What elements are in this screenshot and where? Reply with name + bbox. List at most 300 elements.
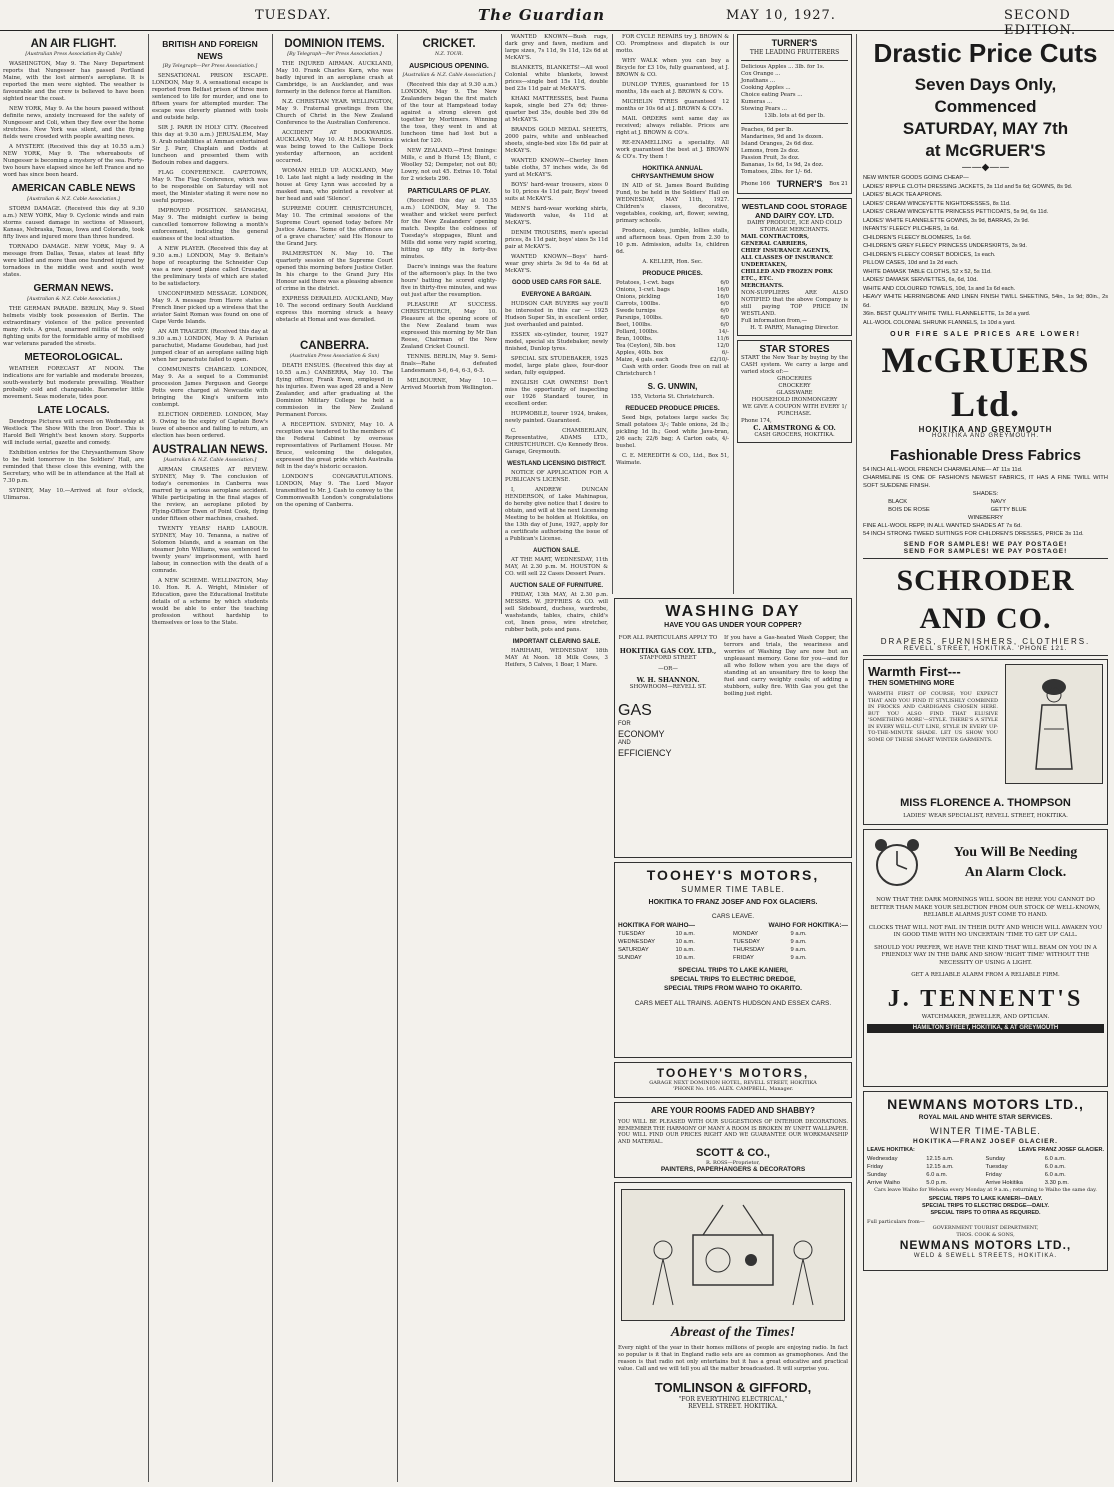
classified-ad: Produce, cakes, jumble, lollies stalls, and afternoon teas. Open from 2.30 to 10 p.m. Admission, adults 1s, children 6d. [616, 228, 729, 255]
turners-title-2: TURNER'S [776, 179, 823, 189]
produce-price: 12/0 [716, 343, 729, 349]
westland-line: Full information from,— [741, 318, 808, 324]
toohey-day: THURSDAY [733, 947, 765, 953]
article-paragraph: TWENTY YEARS' HARD LABOUR. SYDNEY, May 10. Tenanna, a native of Solomon Islands, and a seaman on the steamer John Williams, was sentenced to twenty years' imprisonment, with hard labour, in connection with the death of a comrade. [152, 526, 268, 574]
produce-price: 16/0 [716, 294, 729, 300]
produce-row [616, 287, 729, 294]
warmth-subtitle: THEN SOMETHING MORE [868, 680, 955, 687]
toohey-time: 10 a.m. [675, 947, 695, 953]
mcgruer-item: CHILDREN'S GREY FLEECY PRINCESS UNDERSKIRTS, 3s 9d. [863, 243, 1027, 249]
toohey-special: SPECIAL TRIPS TO ELECTRIC DREDGE, [670, 976, 796, 983]
turners-line: Kumeras ... [741, 99, 773, 105]
rooms-title: ARE YOUR ROOMS FADED AND SHABBY? [650, 1106, 815, 1115]
masthead [0, 0, 1114, 38]
newmans-day: Sunday [867, 1172, 887, 1178]
produce-row [616, 336, 729, 343]
produce-item: Carrots, 100lbs. [616, 301, 661, 307]
produce-item: Swede turnips [616, 308, 656, 314]
produce-item: Bran, 100lbs. [616, 336, 653, 342]
article-paragraph: Dacre's innings was the feature of the afternoon's play. In the two hours' batting he scored eighty-five in thirty-five minutes, and was out just after the resumption. [401, 264, 497, 298]
classified-ad: BRANDS GOLD MEDAL SHEETS, 2000 pairs, white and unbleached sheets, single-bed size 18s 6d pair at McKAY'S. [505, 127, 608, 154]
article-paragraph: AN AIR TRAGEDY. (Received this day at 9.30 a.m.) LONDON, May 9. A Parisian parachutist, Madame Goudebau, had just jumped clear of an aeroplane sailing high when her parachute failed to open. [152, 329, 268, 363]
turners-line: Peaches, 6d per lb. [741, 127, 794, 133]
produce-row [616, 301, 729, 308]
headline-licensing: WESTLAND LICENSING DISTRICT. [507, 461, 606, 467]
article-paragraph: A NEW SCHEME. WELLINGTON, May 10. Hon. R. A. Wright, Minister of Education, gave the Educational Institute details of a scheme by which students would be able to enter the teaching profession without hardship to themselves or loss to the State. [152, 578, 268, 626]
fabric-line: CHARMELINE IS ONE OF FASHION'S NEWEST FABRICS, IT HAS A FINE TWILL WITH SOFT SUEDENE FINISH. [863, 475, 1108, 489]
newmans-special: SPECIAL TRIPS TO LAKE KANIERI—DAILY. [928, 1195, 1043, 1202]
turners-title: TURNER'S [771, 38, 818, 48]
headline-cricket: CRICKET. [422, 38, 476, 50]
newmans-day: Friday [985, 1172, 1002, 1178]
mcgruer-item: NEW WINTER GOODS GOING CHEAP— [863, 175, 969, 181]
westland-ad [737, 198, 852, 336]
westland-line: ALL CLASSES OF INSURANCE [741, 255, 833, 261]
warmth-body: WARMTH FIRST OF COURSE; YOU EXPECT THAT AND YOU FIND IT STYLISHLY COMBINED IN FROCKS AND CARDIGANS CHOSEN HERE. BUT YOU ALSO FIND THAT ELUSIVE 'SOMETHING MORE'—STYLE. THERE'S A STYLE IN EVERY WELL-CUT LINE, STYLE IN EVERY UP-TO-THE-MINUTE SHADE. LET US SHOW YOU SOME OF THESE SMART WINTER GARMENTS. [868, 691, 998, 743]
newmans-time: 12.15 a.m. [926, 1156, 954, 1162]
newmans-day: Arrive Hokitika [985, 1180, 1023, 1186]
article-paragraph: LONDON'S CONGRATULATIONS. LONDON, May 9. The Lord Mayor transmitted to Mr. J. Cash to convey to the Commonwealth London's congratulations on the opening of Canberra. [276, 474, 393, 508]
article-paragraph: SIR J. PARR IN HOLY CITY. (Received this day at 9.30 a.m.) JERUSALEM, May 9. Arab notabilities at Amman entertained Sir J. Parr, Chaplain and Dodds at luncheon and presented them with Bedouin robes and daggers. [152, 125, 268, 166]
classified-ad: WANTED KNOWN—Cherley linen table cloths, 57 inches wide, 3s 6d yard at McKAY'S. [505, 158, 608, 178]
shade-item: BLACK [888, 499, 908, 505]
headline-auspicious-opening: AUSPICIOUS OPENING. [409, 63, 489, 70]
samples-banner-2: SEND FOR SAMPLES! WE PAY POSTAGE! [903, 548, 1068, 555]
shade-item: GETTY BLUE [990, 507, 1027, 513]
article-paragraph: THE GERMAN PARADE. BERLIN, May 9. Steel helmets visibly took possession of Berlin. The extraordinary violence of the police prevented many riots. A great, unarmed militia of the only fighting units for the formidable army of mobilised war veterans paraded the streets. [3, 306, 144, 347]
alarm-clock-icon [867, 833, 927, 893]
produce-item: Tea (Ceylon), 5lb. box [616, 343, 676, 349]
washing-line: W. H. SHANNON. [636, 676, 700, 684]
masthead-day: TUESDAY. [255, 8, 332, 23]
classified-ad: HUDSON CAR BUYERS say you'll be interested in this car — 1925 Hudson Super Six, in excellent order, just overhauled and painted. [505, 301, 608, 328]
toohey-timetable [618, 930, 848, 962]
produce-price: 14/- [718, 329, 729, 335]
turners-line: Jonathans ... [741, 78, 776, 84]
produce-price: 16/0 [716, 287, 729, 293]
fabric-line: 54 INCH STRONG TWEED SUITINGS FOR CHILDREN'S DRESSES, PRICE 3s 11d. [863, 531, 1084, 537]
headline-german-news: GERMAN NEWS. [33, 283, 114, 294]
column-3 [272, 34, 396, 1482]
turners-ad [737, 34, 852, 194]
schroder-trades: DRAPERS, FURNISHERS, CLOTHIERS. [880, 637, 1091, 646]
byline: [By Telegraph—Per Press Association.] [162, 64, 258, 69]
warmth-title: Warmth First--- [868, 664, 961, 679]
westland-line: UNDERTAKEN, [741, 262, 787, 268]
clock-body-2: CLOCKS THAT WILL NOT FAIL IN THEIR DUTY AND WHICH WILL AWAKEN YOU IN GOOD TIME WITH NO UNCERTAIN 'TIME TO GET UP' CALL. [868, 924, 1103, 938]
newmans-title-2: NEWMANS MOTORS LTD., [899, 1238, 1072, 1252]
toohey-cars-leave: CARS LEAVE. [711, 913, 755, 920]
headline-american-cable: AMERICAN CABLE NEWS [11, 183, 136, 194]
mcgruers-towns: HOKITIKA AND GREYMOUTH [918, 425, 1053, 434]
newmans-cook: THOS. COOK & SONS, [956, 1231, 1015, 1238]
toohey-subtitle: SUMMER TIME TABLE. [681, 885, 785, 894]
article-paragraph: AIRMAN CRASHES AT REVIEW. SYDNEY, May 9. The conclusion of today's ceremonies in Canberra was marred by a serious aeroplane accident. While participating in the final stages of the review, an aeroplane piloted by Flying-Officer Ewen of Point Cook, flying under fifteen other machines, crashed. [152, 467, 268, 522]
produce-price: 6/0 [720, 280, 729, 286]
thompson-name: MISS FLORENCE A. THOMPSON [900, 797, 1071, 809]
samples-banner: SEND FOR SAMPLES! WE PAY POSTAGE! [903, 541, 1068, 548]
westland-line: MERCHANTS. [741, 283, 784, 289]
turners-line: Choice eating Pears ... [741, 92, 803, 98]
mcgruer-subhead: Seven Days Only, Commenced [914, 75, 1057, 116]
toohey-time: 9 a.m. [790, 955, 807, 961]
produce-price: 6/0 [720, 322, 729, 328]
produce-item: Onions, pickling [616, 294, 661, 300]
newmans-title: NEWMANS MOTORS LTD., [887, 1096, 1084, 1112]
produce-row [616, 280, 729, 287]
tennent-address: HAMILTON STREET, HOKITIKA, & AT GREYMOUTH [867, 1024, 1104, 1033]
unwin-brand: S. G. UNWIN, [647, 382, 698, 391]
newmans-timetable [867, 1155, 1104, 1187]
headline-used-cars: GOOD USED CARS FOR SALE. [511, 280, 601, 286]
toohey-time: 10 a.m. [675, 931, 695, 937]
newmans-time: 12.15 a.m. [926, 1164, 954, 1170]
produce-item: Parsnips, 100lbs. [616, 315, 663, 321]
toohey-motors-ad [614, 862, 852, 1058]
turners-line: Delicious Apples ... 3lb. for 1s. [741, 64, 825, 70]
classified-ad: AT THE MART, WEDNESDAY, 11th MAY, At 2.30 p.m. M. HOUSTON & CO. will sell 22 Cases Dessert Pears. [505, 557, 608, 577]
column-4 [397, 34, 500, 1482]
article-paragraph: MELBOURNE, May 10.—Arrived Moorish from Wellington. [401, 378, 497, 391]
article-paragraph: SUPREME COURT. CHRISTCHURCH, May 10. The criminal sessions of the Supreme Court opened today before Mr Justice Adams. 'Some of the offences are of a grave character,' said His Honour to the Grand Jury. [276, 206, 393, 247]
newmans-address: WELD & SEWELL STREETS, HOKITIKA. [913, 1253, 1058, 1259]
newmans-time: 5.0 p.m. [926, 1180, 948, 1186]
produce-price: 6/0 [720, 315, 729, 321]
toohey-day: TUESDAY [618, 931, 645, 937]
toohey-route: HOKITIKA TO FRANZ JOSEF AND FOX GLACIERS. [648, 899, 818, 906]
article-paragraph: IMPROVED POSITION. SHANGHAI, May 9. The midnight curfew is being cancelled tomorrow following a month's enforcement, indicating the general easiness of the local situation. [152, 208, 268, 242]
column-7 [733, 34, 855, 594]
washing-and: AND [618, 740, 631, 746]
turners-line: Bananas, 1s 6d, 1s 9d, 2s doz. [741, 162, 824, 168]
byline: [By Telegraph—Per Press Association.] [287, 52, 382, 57]
newmans-day: Sunday [985, 1156, 1006, 1162]
produce-row [616, 343, 729, 350]
star-line: HOUSEHOLD IRONMONGERY [751, 397, 838, 403]
schroder-brand: SCHRODER AND CO. [896, 564, 1075, 635]
tennent-trades: WATCHMAKER, JEWELLER, AND OPTICIAN. [921, 1013, 1050, 1020]
newmans-full: Full particulars from— [867, 1218, 925, 1225]
newmans-timetable-title: WINTER TIME-TABLE. [930, 1126, 1041, 1136]
tennent-brand: J. TENNENT'S [887, 985, 1084, 1012]
mcgruer-item: ALL-WOOL COLONIAL SHRUNK FLANNELS, 1s 10d a yard. [863, 319, 1016, 326]
westland-line: NON-SUPPLIERS ARE ALSO NOTIFIED that the above Company is still paying TOP PRICE IN WESTLAND. [741, 290, 848, 317]
westland-line: GENERAL CARRIERS, [741, 241, 808, 247]
article-paragraph: UNCONFIRMED MESSAGE. LONDON, May 9. A message from Havre states a French liner picked up a wireless that the aviator Saint Roman was found on one of Cape Verde Islands. [152, 291, 268, 325]
mcgruer-item: WHITE AND COLOURED TOWELS, 10d, 1s and 1s 6d each. [863, 285, 1016, 292]
article-paragraph: DEATH ENSUES. (Received this day at 10.55 a.m.) CANBERRA, May 10. The flying officer, Frank Ewen, employed in his injuries. Ewen was aged 28 and a New Zealander, and after graduating at the Dominion Military College he held a commission in the New Zealand Permanent Forces. [276, 363, 393, 418]
star-line: CROCKERY [778, 383, 811, 389]
newmans-day: Wednesday [867, 1156, 898, 1162]
scott-proprietor: R. ROSS—Proprietor, [706, 1160, 760, 1166]
newmans-right-header: LEAVE FRANZ JOSEF GLACIER. [1018, 1147, 1104, 1153]
produce-item: Onions, 1-cwt. bags [616, 287, 670, 293]
newmans-time: 6.0 a.m. [926, 1172, 948, 1178]
dress-fabrics-title: Fashionable Dress Fabrics [890, 447, 1081, 464]
toohey-row [618, 954, 848, 962]
toohey-garage: GARAGE NEXT DOMINION HOTEL, REVELL STREET, HOKITIKA [649, 1080, 817, 1086]
turners-line: Stewing Pears ... [741, 106, 788, 112]
mcgruer-at: at McGRUER'S [925, 141, 1046, 160]
classified-ad: SPECIAL SIX STUDEBAKER, 1925 model, large plate glass, four-door sedan, fully equipped. [505, 356, 608, 376]
toohey-time: 9 a.m. [790, 931, 807, 937]
produce-row [616, 329, 729, 336]
newmans-row [867, 1155, 1104, 1163]
mcgruer-item: WHITE DAMASK TABLE CLOTHS, 52 x 52, 5s 11d. [863, 268, 992, 275]
produce-price-list [616, 280, 729, 364]
tomlinson-firm: TOMLINSON & GIFFORD, [654, 1380, 812, 1395]
classified-ad: I, ANDREW DUNCAN HENDERSON, of Lake Mahinapua, do hereby give notice that I desire to obtain, and will at the next Licensing Meeting to be holden at Hokitika, on the 13th day of June, 1927, apply for a certificate authorising the issue of a Publican's License. [505, 487, 608, 542]
mcgruer-item: LADIES' BLACK TEA APRONS. [863, 192, 943, 198]
mcgruers-brand: McGRUERS Ltd. [881, 340, 1090, 424]
washing-line: STAFFORD STREET [639, 655, 697, 661]
classified-ad: HARIHARI, WEDNESDAY 18th MAY At Noon. 18 Milk Cows, 3 Heifers, 5 Calves, 1 Boar, 1 Mare. [505, 648, 608, 668]
newmans-day: Friday [867, 1164, 884, 1170]
newmans-day: Arrive Waiho [867, 1180, 900, 1186]
headline-reduced-produce: REDUCED PRODUCE PRICES. [625, 405, 720, 412]
article-paragraph: ELECTION ORDERED. LONDON, May 9. Owing to the expiry of Captain Bow's leave of absence and failing to return, an election has been ordered. [152, 412, 268, 439]
article-paragraph: A RECEPTION. SYDNEY, May 10. A reception was tendered to the members of the Federal Cabinet by overseas representatives of Parliament House. Mr Bruce, welcoming the delegates, expressed the great pride which Australia felt in the day's historic occasion. [276, 422, 393, 470]
headline-australian-news: AUSTRALIAN NEWS. [152, 444, 268, 456]
toohey-agents: CARS MEET ALL TRAINS. AGENTS HUDSON AND ESSEX CARS. [634, 1000, 832, 1007]
abreast-title: Abreast of the Times! [670, 1325, 796, 1340]
westland-line: MAIL CONTRACTORS, [741, 234, 809, 240]
tomlinson-gifford-ad [614, 1182, 852, 1482]
star-line: GROCERIES [777, 376, 812, 382]
produce-row [616, 294, 729, 301]
washing-economy: ECONOMY [618, 729, 665, 739]
mcgruer-item: CHILDREN'S FLEECY BLOOMERS, 1s 6d. [863, 234, 972, 241]
headline-clearing-sale: IMPORTANT CLEARING SALE. [512, 639, 601, 645]
newmans-row [867, 1171, 1104, 1179]
star-line: START the New Year by buying by the CASH system. We carry a large and varied stock of:— [741, 355, 848, 375]
mcgruer-item: 36in. BEST QUALITY WHITE TWILL FLANNELETTE, 1s 3d a yard. [863, 311, 1031, 317]
washing-line: —OR— [658, 666, 678, 672]
article-paragraph: A NEW PLAYER. (Received this day at 9.30 a.m.) LONDON, May 9. Britain's hope of recapturing the Schneider Cup was a new speed plane called Crusader, the preliminary tests of which are stated to be satisfactory. [152, 246, 268, 287]
newmans-note: Cars leave Waiho for Weheka every Monday at 9 a.m.; returning to Waiho the same day. [874, 1187, 1097, 1193]
headline-chrysanthemum: HOKITIKA ANNUAL CHRYSANTHEMUM SHOW [631, 165, 714, 180]
headline-furniture-auction: AUCTION SALE OF FURNITURE. [510, 583, 603, 589]
headline-air-flight: AN AIR FLIGHT. [30, 38, 117, 50]
classified-ad: C. CHAMBERLAIN, Representative, ADAMS LTD., CHRISTCHURCH. C/o Kennedy Bros. Garage, Greymouth. [505, 428, 608, 455]
washing-line: FOR ALL PARTICULARS APPLY TO [618, 635, 718, 641]
produce-price: 6/0 [720, 308, 729, 314]
mcgruer-item: LADIES' RIPPLE CLOTH DRESSING JACKETS, 3s 11d and 5s 6d; GOWNS, 8s 9d. [863, 183, 1073, 190]
classified-ad: ESSEX six-cylinder, tourer, 1927 model, special six Studebaker, newly finished, Dunlop tyres. [505, 332, 608, 352]
article-paragraph: SYDNEY, May 10.—Arrived at four o'clock, Ulimaroa. [3, 488, 144, 501]
shades-label: SHADES: [972, 491, 999, 497]
article-paragraph: COMMUNISTS CHARGED. LONDON, May 9. As a sequel to a Communist procession James Ferguson and George Potts were charged at Newcastle with bringing the King's uniform into contempt. [152, 367, 268, 408]
newmans-time: 6.0 a.m. [1044, 1156, 1066, 1162]
produce-row [616, 308, 729, 315]
washing-left [618, 635, 718, 759]
produce-item: Maize, 4 gals. each [616, 357, 669, 363]
clock-body: NOW THAT THE DARK MORNINGS WILL SOON BE HERE YOU CANNOT DO BETTER THAN MAKE YOUR SELECTION FROM OUR STOCK OF WELL-KNOWN, RELIABLE ALARMS JUST COME TO HAND. [870, 897, 1101, 918]
article-paragraph: PALMERSTON N. May 10. The quarterly session of the Supreme Court opened this morning before Justice Ostler. In his charge to the Grand Jury His Honour said there was a pleasing absence of crime in the district. [276, 251, 393, 292]
toohey-day: TUESDAY [733, 939, 760, 945]
mcgruer-item: LADIES' DAMASK SERVIETTES, 6s, 6d, 10d. [863, 277, 978, 283]
classified-ad: KHAKI MATTRESSES, best Fauna kapok, single bed 27s 6d; three-quarter bed 35s, double bed 39s 6d at McKAY'S. [505, 96, 608, 123]
article-paragraph: EXPRESS DERAILED. AUCKLAND, May 10. The second ordinary South Auckland express this morning struck a heavy obstacle at Homai and was derailed. [276, 296, 393, 323]
toohey-title-2: TOOHEY'S MOTORS, [656, 1066, 810, 1080]
produce-item: Beet, 100lbs. [616, 322, 652, 328]
newmans-special: SPECIAL TRIPS TO ELECTRIC DREDGE—DAILY. [921, 1202, 1050, 1209]
westland-line: CHILLED AND FROZEN PORK [741, 269, 833, 275]
abreast-body: Every night of the year in their homes millions of people are enjoying radio. In fact so popular is it that in England radio sets are as common as gramophones. And the reason is that radio not only entertains but it has a great educative and practical value. Call and we will tell you all the matter broadcasted. It will surprise you. [618, 1345, 848, 1372]
turners-line: Cooking Apples ... [741, 85, 791, 91]
article-paragraph: STORM DAMAGE. (Received this day at 9.30 a.m.) NEW YORK, May 9. Cyclonic winds and rain storms caused damage in sections of Missouri, Kansas, Nebraska, Texas, Iowa and Colorado, took fifty lives and injured more than three hundred. [3, 206, 144, 240]
turners-line: Cox Orange ... [741, 71, 781, 77]
classified-ad: WANTED KNOWN—Boys' hard-wear grey shirts 3s 9d to 4s 6d at McKAY'S. [505, 254, 608, 274]
headline-particulars: PARTICULARS OF PLAY. [407, 188, 491, 195]
lady-figure-illustration [1005, 664, 1103, 784]
washing-gas: GAS [618, 702, 652, 719]
mcgruer-item-list [863, 174, 1108, 327]
washing-for: FOR [618, 721, 631, 727]
clock-body-3: SHOULD YOU PREFER, WE HAVE THE KIND THAT WILL BEAM ON YOU IN A FRIENDLY WAY IN THE DARK AND SHOW 'RIGHT TIME' WITHOUT THE NECESSITY OF USING A LIGHT. [874, 944, 1097, 966]
toohey-day: SUNDAY [618, 955, 642, 961]
mcgruer-date: SATURDAY, MAY 7th [902, 119, 1069, 138]
article-paragraph: A MYSTERY. (Received this day at 10.55 a.m.) NEW YORK, May 9. The whereabouts of Nungesser is becoming a mystery of the sea. Forty-two hours have elapsed since he left France and no word has since been heard. [3, 144, 144, 178]
star-line: GLASSWARE [776, 390, 813, 396]
byline: [Australian & N.Z. Cable Association.] [402, 73, 496, 78]
turners-line: Island Oranges, 2s 6d doz. [741, 141, 814, 147]
westland-line: H. T. PARRY, Managing Director. [750, 325, 839, 331]
lady-figure-icon [1014, 669, 1094, 779]
tennent-alarm-clock-ad [863, 829, 1108, 1087]
washing-subtitle: HAVE YOU GAS UNDER YOUR COPPER? [664, 622, 802, 629]
byline: (Australian Press Association & Sun) [289, 354, 380, 359]
clock-headline: You Will Be Needing [953, 845, 1078, 860]
mcgruer-item: LADIES' CREAM WINCEYETTE PRINCESS PETTICOATS, 5s 9d, 6s 11d. [863, 209, 1049, 215]
classified-ad: MEN'S hard-wear working shirts, Wadsworth value, 4s 11d at McKAY'S. [505, 206, 608, 226]
produce-item: Apples, 40lb. box [616, 350, 664, 356]
classified-ad: IN AID of St. James Board Building Fund, to be held in the Soldiers' Hall on WEDNESDAY, MAY 11th, 1927. Children's classes, decorative, vegetables, cooking, art, flower, sewing, primary schools. [616, 183, 729, 224]
article-paragraph: (Received this day at 9.30 a.m.) LONDON, May 9. The New Zealanders began the first match of the tour at Hampstead today against a strong eleven got together by Mortimers. Winning the toss, they went in and at luncheon time had lost but a wicket for 120. [401, 82, 497, 144]
article-paragraph: THE INJURED AIRMAN. AUCKLAND, May 10. Frank Charles Kern, who was badly injured in an aeroplane crash at Cambridge, is an Aucklander, and was formerly in the defence force at Hamilton. [276, 61, 393, 95]
toohey-day: FRIDAY [733, 955, 754, 961]
washing-title: WASHING DAY [665, 603, 801, 620]
toohey-special: SPECIAL TRIPS FROM WAIHO TO OKARITO. [664, 985, 802, 992]
toohey-day: SATURDAY [618, 947, 649, 953]
article-paragraph: WASHINGTON, May 9. The Navy Department reports that Nungesser has passed Portland Maine, with the lost airmen's aeroplane. It is reported the men were sighted. The weather is favourable and the crew is believed to have been sighted near the coast. [3, 61, 144, 102]
article-paragraph: TENNIS. BERLIN, May 9. Semi-finals—Rahe defeated Landesmann 3-6, 6-4, 6-3, 6-3. [401, 354, 497, 374]
toohey-left-header: HOKITIKA FOR WAIHO— [618, 922, 696, 929]
byline: [Australian & N.Z. Cable Association.] [27, 297, 120, 302]
article-paragraph: NEW ZEALAND.—First Innings: Mills, c and b Hurst 15; Blunt, c Woolley 52; Dempster, not out 80; Lowry, not out 45. Extras 10. Total for 2 wickets 296. [401, 148, 497, 182]
column-6 [612, 34, 732, 594]
mcgruer-item: LADIES' WHITE FLANNELETTE GOWNS, 3s 9d, BARRAS, 2s 9d. [863, 217, 1030, 224]
scott-firm: SCOTT & CO., [696, 1147, 770, 1159]
unwin-address: 155, Victoria St. Christchurch. [630, 394, 715, 400]
turners-line: Passion Fruit, 3s doz. [741, 155, 800, 161]
newmans-time: 6.0 a.m. [1044, 1164, 1066, 1170]
article-paragraph: Dewdrops Pictures will screen on Wednesday at Westlock 'The Show With the Iron Door'. This is Harold Bell Wright's best known story. Supports will include serial, gazette and comedy. [3, 419, 144, 446]
classified-ad: DENIM TROUSERS, men's special prices, 8s 11d pair, boys' sizes 5s 11d pair at McKAY'S. [505, 230, 608, 250]
classified-ad: WHY WALK when you can buy a Bicycle for £3 10s, fully guaranteed, at J. BROWN & CO. [616, 58, 729, 78]
byline: [Australian Press Association-By Cable] [25, 52, 122, 57]
article-paragraph: SENSATIONAL PRISON ESCAPE. LONDON, May 9. A sensational escape is reported from Belfast prison of three men sentenced to life for murder, and one to fifteen years for attempted murder. The escape was cleverly planned with tools and outside help. [152, 73, 268, 121]
tomlinson-address: REVELL STREET. HOKITIKA. [688, 1403, 778, 1410]
masthead-edition: SECOND EDITION. [1004, 8, 1077, 38]
fire-sale-banner: OUR FIRE SALE PRICES ARE LOWER! [890, 331, 1081, 338]
shade-item: NAVY [990, 499, 1006, 505]
headline-dominion-items: DOMINION ITEMS. [284, 38, 385, 50]
turners-subtitle: THE LEADING FRUITERERS [749, 49, 840, 56]
classified-ad: FOR CYCLE REPAIRS try J. BROWN & CO. Promptness and dispatch is our motto. [616, 34, 729, 54]
radio-family-illustration [621, 1189, 845, 1321]
turners-line: Lemons, from 2s doz. [741, 148, 800, 154]
westland-title: WESTLAND COOL STORAGE AND DAIRY COY. LTD. [741, 202, 848, 220]
star-line: Phone 174, [741, 418, 772, 424]
classified-ad: NOTICE OF APPLICATION FOR A PUBLICAN'S LICENSE. [505, 470, 608, 483]
newmans-services: ROYAL MAIL AND WHITE STAR SERVICES. [918, 1114, 1053, 1121]
classified-ad: FRIDAY, 13th MAY, At 2.30 p.m. MESSRS. W. JEFFRIES & CO. will sell Sideboard, duchess, wardrobe, washstands, tables, chairs, child's cot, linen press, wire stretcher, rubber bath, pots and pans. [505, 592, 608, 633]
shade-item: WINEBERRY [967, 515, 1003, 521]
classified-ad: BOYS' hard-wear trousers, sizes 0 to 10, prices 4s 11d pair, Boys' tweed suits at McKAY'S. [505, 182, 608, 202]
toohey-special: SPECIAL TRIPS TO LAKE KANIERI, [678, 967, 788, 974]
signature: A. KELLER, Hon. Sec. [642, 259, 703, 265]
headline-meteorological: METEOROLOGICAL. [24, 352, 123, 363]
toohey-garage-ad [614, 1062, 852, 1098]
newmans-gov: GOVERNMENT TOURIST DEPARTMENT, [932, 1225, 1039, 1231]
headline-bargain: EVERYONE A BARGAIN. [521, 292, 592, 298]
newmans-time: 3.30 p.m. [1044, 1180, 1069, 1186]
westland-line: CHIEF INSURANCE AGENTS, [741, 248, 831, 254]
westland-subtitle: DAIRY PRODUCE, ICE AND COLD STORAGE MERCHANTS. [747, 220, 842, 233]
article-paragraph: PLEASURE AT SUCCESS. CHRISTCHURCH, May 10. Pleasure at the opening score of the New Zealand team was expressed this morning by Mr Dan Reese, Chairman of the New Zealand Cricket Council. [401, 302, 497, 350]
masthead-date: MAY 10, 1927. [726, 8, 836, 23]
classified-ad: Seed bigs, potatoes large sacks 5s; Small potatoes 3/-; Table onions, 2d lb.; pickling 1d lb.; Good white Java-bran, 2/6 each; 22/6 bag; A Carton oats, 4/- bushel. [616, 415, 729, 449]
fabric-line: 54 INCH ALL-WOOL FRENCH CHARMELAINE— AT 11s 11d. [863, 467, 1023, 473]
subhead: N.Z. TOUR. [434, 52, 464, 57]
ornament-icon: ——◆—— [961, 162, 1010, 173]
scott-trade: PAINTERS, PAPERHANGERS & DECORATORS [660, 1166, 806, 1173]
washing-line: SHOWROOM—REVELL ST. [629, 684, 707, 690]
toohey-row [618, 930, 848, 938]
scott-decorators-ad [614, 1102, 852, 1178]
article-paragraph: TORNADO DAMAGE. NEW YORK, May 9. A message from Dallas, Texas, states at least fifty were killed and more than one hundred injured by tornadoes in the middle west and south west states. [3, 244, 144, 278]
schroder-address: REVELL STREET, HOKITIKA. 'PHONE 121. [903, 645, 1068, 652]
washing-day-ad [614, 598, 852, 858]
star-stores-ad [737, 340, 852, 443]
newmans-row [867, 1179, 1104, 1187]
shade-item: BOIS DE ROSE [888, 507, 930, 513]
washing-line: HOKITIKA GAS COY. LTD., [619, 647, 717, 655]
byline: [Australian & N.Z. Cable Association.] [163, 458, 257, 463]
toohey-phone: 'PHONE No. 105. ALEX. CAMPBELL, Manager. [672, 1086, 794, 1092]
toohey-row [618, 938, 848, 946]
mcgruers-towns-2: HOKITIKA AND GREYMOUTH. [931, 433, 1039, 439]
masthead-title: The Guardian [478, 6, 605, 24]
shade-list [863, 498, 1108, 522]
article-paragraph: ACCIDENT AT BOOKWARDS. AUCKLAND, May 10. At H.M.S. Veronica was being towed to the Calliope Dock yesterday afternoon, an accident occurred. [276, 130, 393, 164]
turners-box: Box 21 [829, 181, 848, 187]
classified-ad: MICHELIN TYRES guaranteed 12 months or 10s 6d at J. BROWN & CO's. [616, 99, 729, 112]
article-paragraph: FLAG CONFERENCE. CAPETOWN, May 9. The Flag Conference, which was to be responsible on Saturday will not meet, the Minister stating it were now no useful purpose. [152, 170, 268, 204]
produce-price: 6/0 [720, 301, 729, 307]
toohey-time: 10 a.m. [675, 955, 695, 961]
westland-line: ETC., ETC. [741, 276, 774, 282]
toohey-time: 10 a.m. [675, 939, 695, 945]
produce-item: Potatoes, 1-cwt. bags [616, 280, 675, 286]
mcgruer-item: PILLOW CASES, 10d and 1s 2d each. [863, 260, 959, 266]
classified-ad: MAIL ORDERS sent same day as received; always reliable. Prices are right at J. BROWN & CO's. [616, 116, 729, 136]
toohey-title: TOOHEY'S MOTORS, [646, 867, 820, 883]
tomlinson-tagline: "FOR EVERYTHING ELECTRICAL," [678, 1396, 788, 1403]
clock-headline-2: An Alarm Clock. [964, 865, 1067, 880]
mcgruer-item: INFANTS' FLEECY PILCHERS, 1s 6d. [863, 226, 959, 232]
